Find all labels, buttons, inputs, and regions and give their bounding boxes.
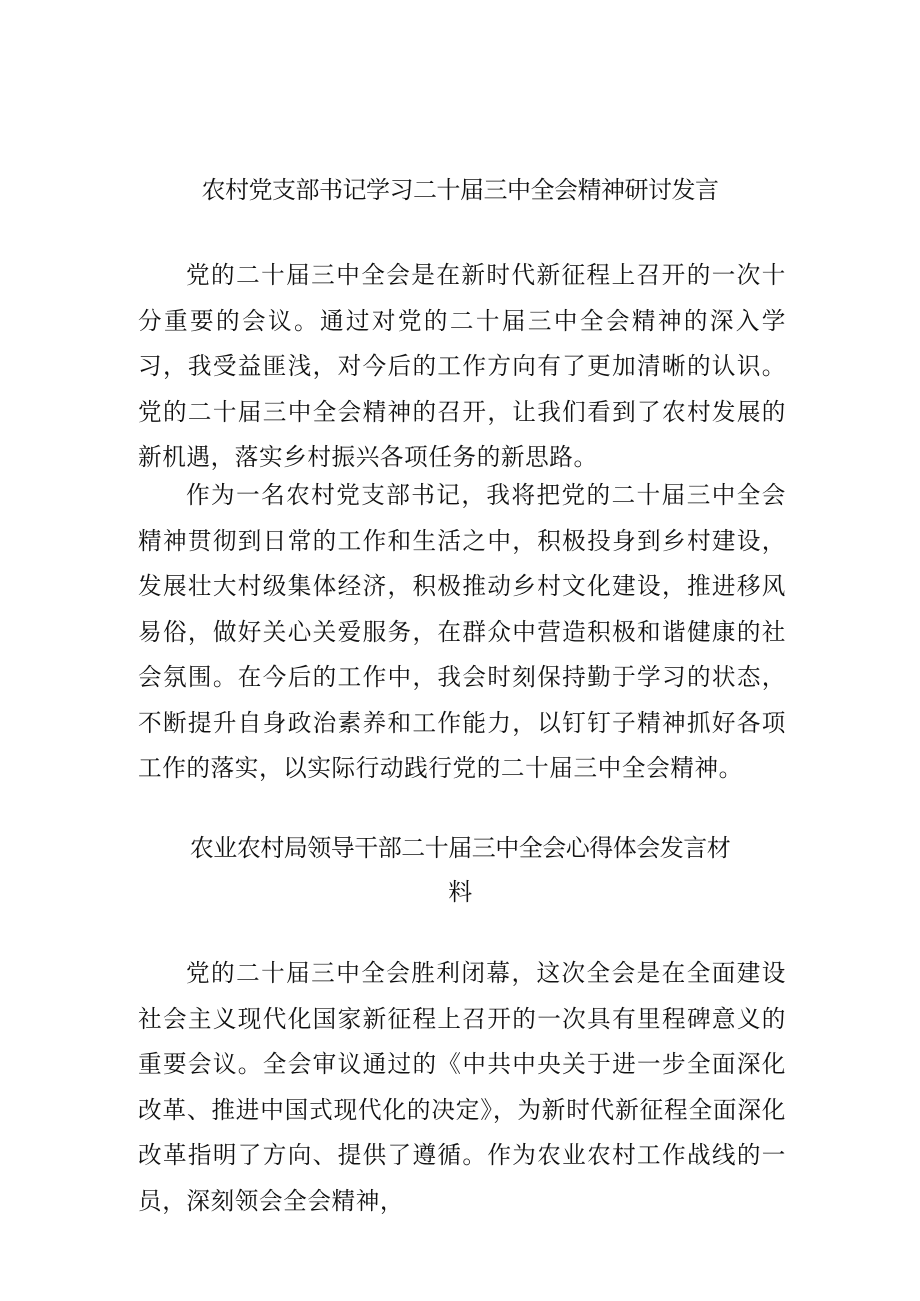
section2-paragraph-1: 党的二十届三中全会胜利闭幕，这次全会是在全面建设社会主义现代化国家新征程上召开的一次具有里程碑意义的重要会议。全会审议通过的《中共中央关于进一步全面深化改革、推进中国式现代化的决定》，为新时代新征程全面深化改革指明了方向、提供了遵循。作为农业农村工作战线的一员，深刻领会全会精神， <box>138 959 786 1215</box>
section1-paragraph-1: 党的二十届三中全会是在新时代新征程上召开的一次十分重要的会议。通过对党的二十届三中全会精神的深入学习，我受益匪浅，对今后的工作方向有了更加清晰的认识。党的二十届三中全会精神的召开，让我们看到了农村发展的新机遇，落实乡村振兴各项任务的新思路。 <box>138 261 786 471</box>
section2-title-line1: 农业农村局领导干部二十届三中全会心得体会发言材 <box>189 834 731 862</box>
section1-paragraph-2: 作为一名农村党支部书记，我将把党的二十届三中全会精神贯彻到日常的工作和生活之中，积极投身到乡村建设，发展壮大村级集体经济，积极推动乡村文化建设，推进移风易俗，做好关心关爱服务，在群众中营造积极和谐健康的社会氛围。在今后的工作中，我会时刻保持勤于学习的状态，不断提升自身政治素养和工作能力，以钉钉子精神抓好各项工作的落实，以实际行动践行党的二十届三中全会精神。 <box>138 481 786 782</box>
section2-title-line2: 料 <box>448 878 472 906</box>
section1-title: 农村党支部书记学习二十届三中全会精神研讨发言 <box>201 176 719 204</box>
section2-title <box>0 826 920 914</box>
